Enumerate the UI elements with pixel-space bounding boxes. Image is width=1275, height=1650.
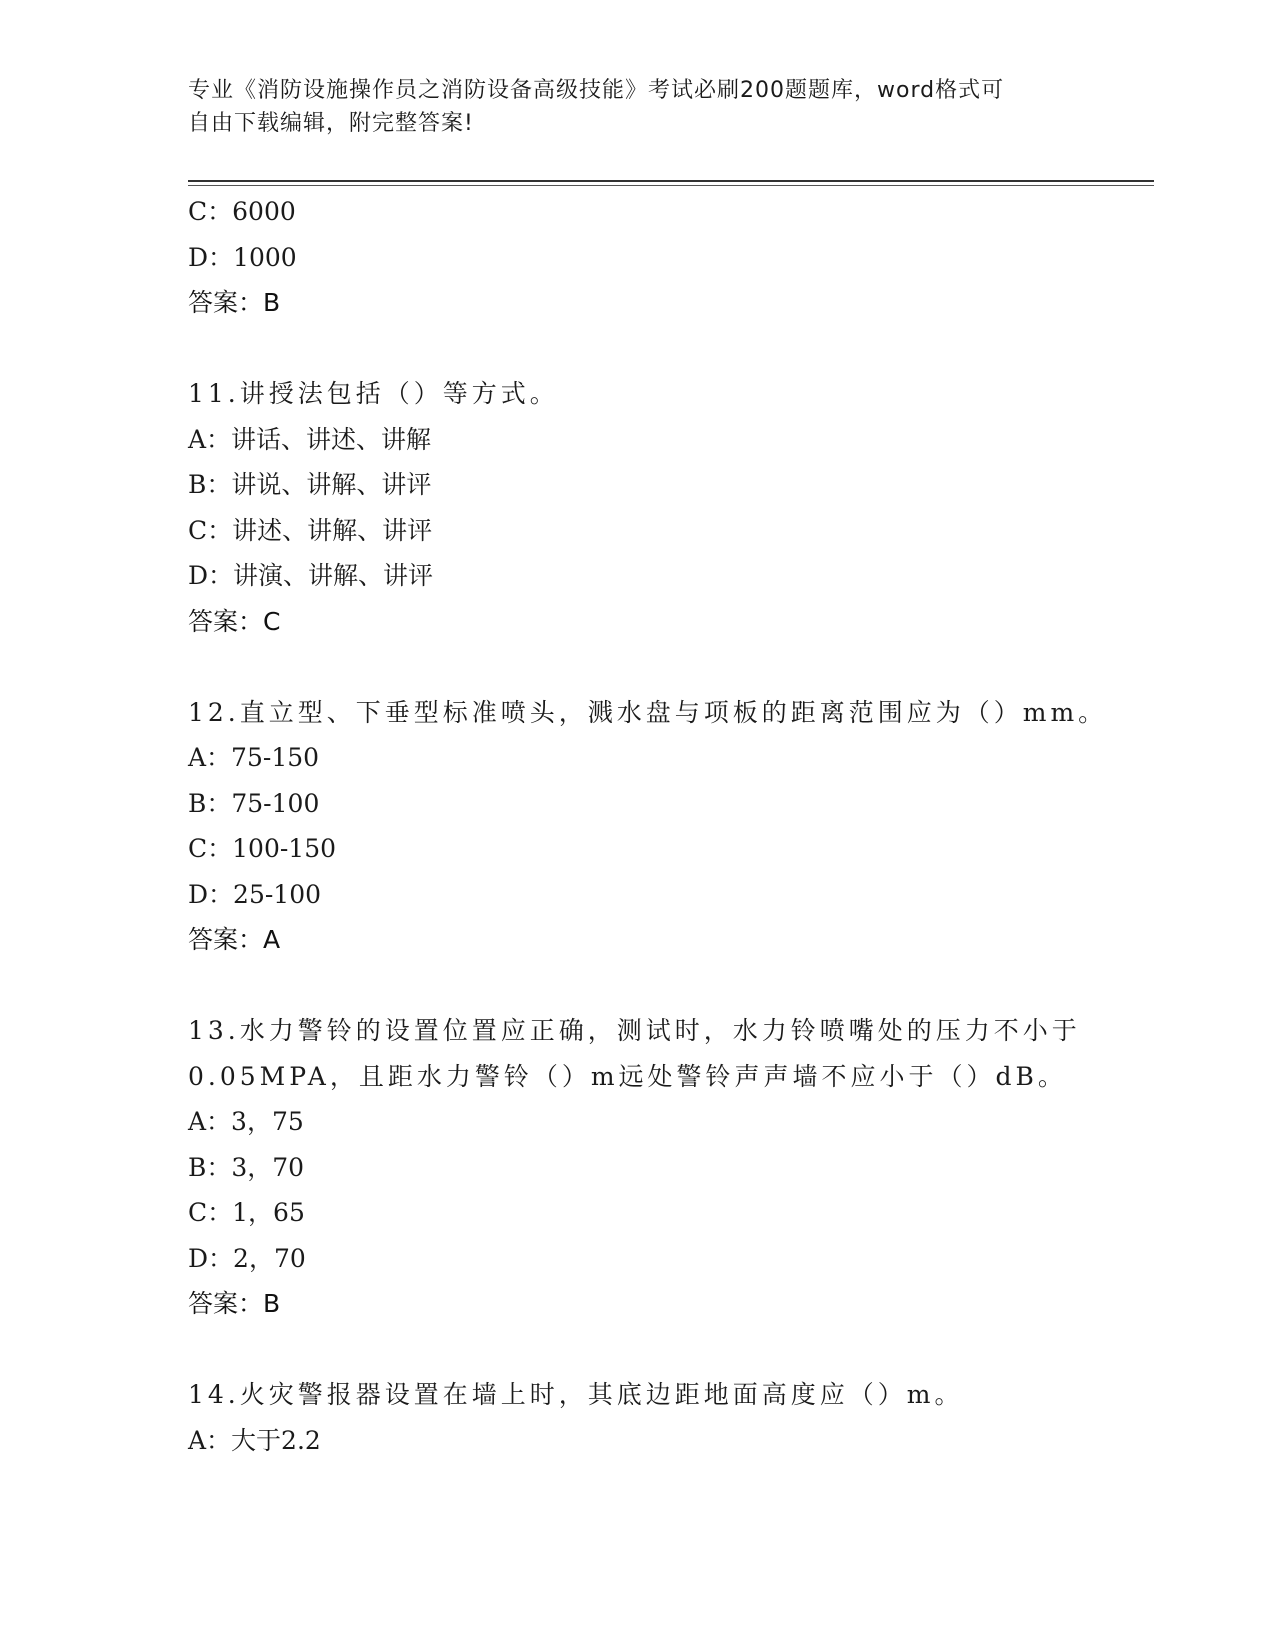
option-d: D：讲演、讲解、讲评 xyxy=(188,561,434,590)
answer-line: 答案：A xyxy=(188,925,281,954)
header-line-2: 自由下载编辑，附完整答案! xyxy=(188,111,474,136)
question-13 xyxy=(188,1008,1088,1327)
answer-line: 答案：B xyxy=(188,288,281,317)
option-c: C：讲述、讲解、讲评 xyxy=(188,515,433,545)
option-b: B：3，70 xyxy=(188,1152,305,1182)
option-c: C：100-150 xyxy=(188,834,337,863)
option-b: B：75-100 xyxy=(188,788,320,818)
question-stem-line-2: 0.05MPA，且距水力警铃（）m远处警铃声声墙不应小于（）dB。 xyxy=(188,1061,1067,1091)
question-14 xyxy=(188,1372,1088,1463)
question-stem: 14.火灾警报器设置在墙上时，其底边距地面高度应（）m。 xyxy=(188,1380,964,1409)
question-stem: 12.直立型、下垂型标准喷头，溅水盘与项板的距离范围应为（）mm。 xyxy=(188,697,1108,727)
document-header xyxy=(188,74,1068,140)
option-a: A：大于2.2 xyxy=(188,1425,321,1455)
answer-line: 答案：B xyxy=(188,1289,281,1318)
option-a: A：讲话、讲述、讲解 xyxy=(188,424,432,454)
question-stem-line-1: 13.水力警铃的设置位置应正确，测试时，水力铃喷嘴处的压力不小于 xyxy=(188,1016,1081,1045)
option-c: C：1，65 xyxy=(188,1198,305,1227)
option-a: A：3，75 xyxy=(188,1107,304,1136)
question-10-remainder xyxy=(188,189,1088,326)
question-list xyxy=(188,189,1108,1463)
option-d: D：25-100 xyxy=(188,879,322,909)
option-a: A：75-150 xyxy=(188,743,320,772)
option-c: C：6000 xyxy=(188,197,296,226)
question-12 xyxy=(188,690,1108,963)
option-d: D：2，70 xyxy=(188,1243,306,1273)
question-11 xyxy=(188,371,1088,644)
header-divider-thick xyxy=(188,180,1154,182)
option-d: D：1000 xyxy=(188,242,297,272)
option-b: B：讲说、讲解、讲评 xyxy=(188,470,432,499)
question-stem: 11.讲授法包括（）等方式。 xyxy=(188,379,559,408)
header-line-1: 专业《消防设施操作员之消防设备高级技能》考试必刷200题题库，word格式可 xyxy=(188,78,1005,103)
header-divider-thin xyxy=(188,185,1154,186)
answer-line: 答案：C xyxy=(188,606,281,636)
